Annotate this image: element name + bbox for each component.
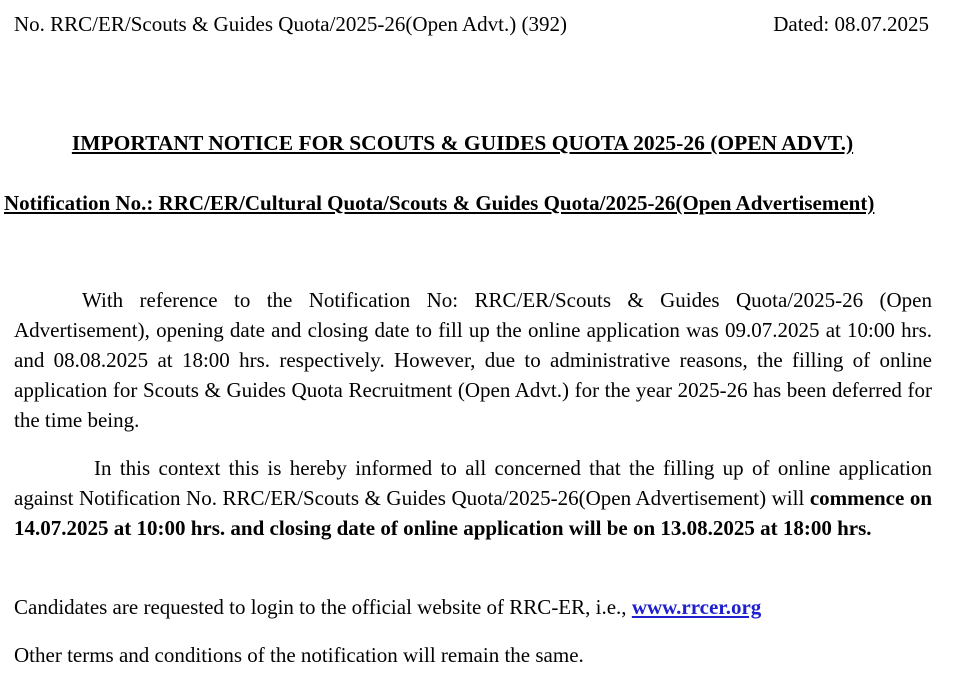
paragraph-new-dates-bold: commence on 14.07.2025 at 10:00 hrs. and closing date of online application will be on 13.08.2025 at 18:00 hrs. [14,486,932,540]
paragraph-new-dates [14,453,932,543]
paragraph-deferral: With reference to the Notification No: RRC/ER/Scouts & Guides Quota/2025-26 (Open Advertisement), opening date and closing date to fill up the online application was 09.07.2025 at 10:00 hrs. and 08.08.2025 at 18:00 hrs. respectively. However, due to administrative reasons, the filling of online application for Scouts & Guides Quota Recruitment (Open Advt.) for the year 2025-26 has been deferred for the time being. [14,288,932,432]
paragraph-new-dates-intro: In this context this is hereby informed to all concerned that the filling up of online application against Notification No. RRC/ER/Scouts & Guides Quota/2025-26(Open Advertisement) will [14,456,932,510]
paragraph-terms: Other terms and conditions of the notification will remain the same. [14,643,584,667]
notice-title: IMPORTANT NOTICE FOR SCOUTS & GUIDES QUOTA 2025-26 (OPEN ADVT.) [71,131,854,155]
paragraph-website [14,592,932,622]
reference-line [14,10,929,38]
website-link[interactable]: www.rrcer.org [631,595,762,619]
reference-number: No. RRC/ER/Scouts & Guides Quota/2025-26(Open Advt.) (392) [14,12,567,36]
notification-number: Notification No.: RRC/ER/Cultural Quota/Scouts & Guides Quota/2025-26(Open Advertisement) [4,191,875,215]
paragraph-website-text: Candidates are requested to login to the official website of RRC-ER, i.e., [14,595,632,619]
notice-date: Dated: 08.07.2025 [773,12,929,36]
